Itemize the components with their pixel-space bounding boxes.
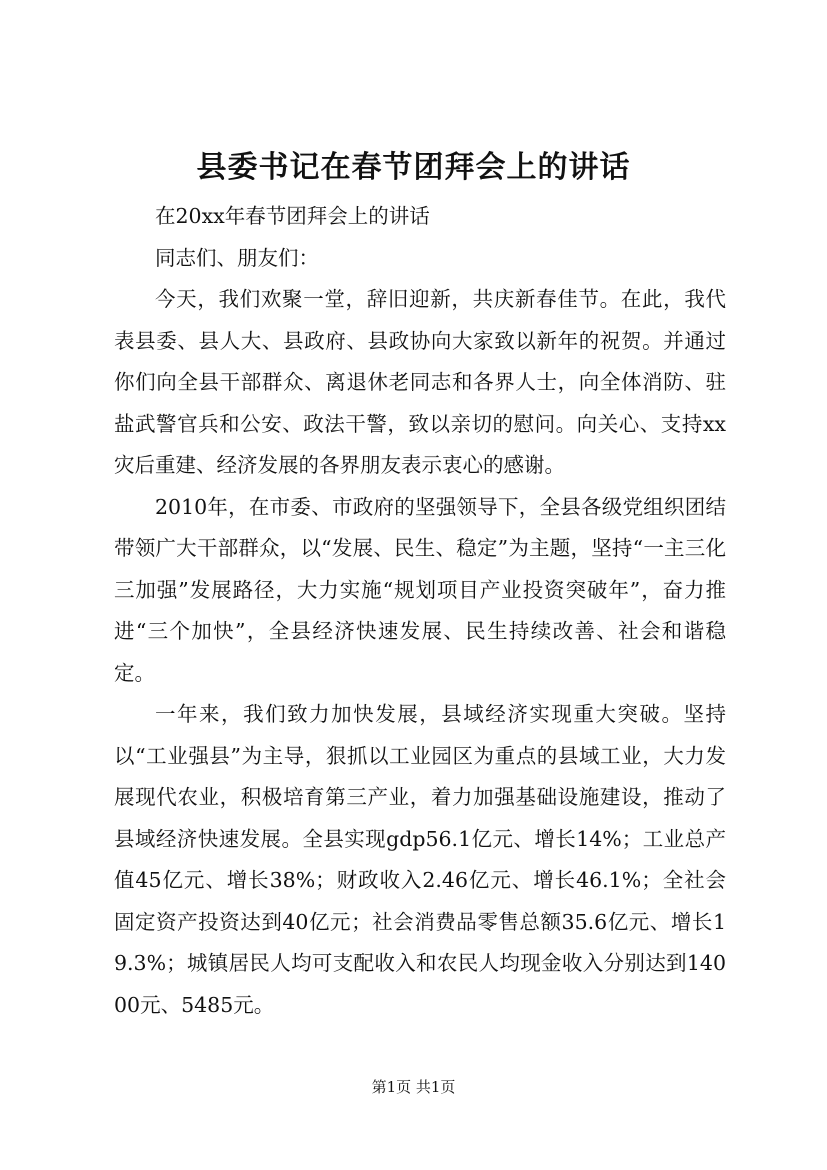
document-body	[114, 196, 726, 1026]
subtitle-paragraph: 在20xx年春节团拜会上的讲话	[155, 204, 430, 228]
body-paragraph: 2010年，在市委、市政府的坚强领导下，全县各级党组织团结带领广大干部群众，以“发展、民生、稳定”为主题，坚持“一主三化三加强”发展路径，大力实施“规划项目产业投资突破年”，奋力推进“三个加快”，全县经济快速发展、民生持续改善、社会和谐稳定。	[114, 494, 726, 685]
document-title: 县委书记在春节团拜会上的讲话	[196, 150, 631, 185]
body-paragraph: 今天，我们欢聚一堂，辞旧迎新，共庆新春佳节。在此，我代表县委、县人大、县政府、县政协向大家致以新年的祝贺。并通过你们向全县干部群众、离退休老同志和各界人士，向全体消防、驻盐武警官兵和公安、政法干警，致以亲切的慰问。向关心、支持xx灾后重建、经济发展的各界朋友表示衷心的感谢。	[114, 287, 726, 477]
salutation-paragraph: 同志们、朋友们：	[155, 245, 319, 270]
body-paragraph: 一年来，我们致力加快发展，县域经济实现重大突破。坚持以“工业强县”为主导，狠抓以工业园区为重点的县域工业，大力发展现代农业，积极培育第三产业，着力加强基础设施建设，推动了县域经济快速发展。全县实现gdp56.1亿元、增长14%；工业总产值45亿元、增长38%；财政收入2.46亿元、增长46.1%；全社会固定资产投资达到40亿元；社会消费品零售总额35.6亿元、增长19.3%；城镇居民人均可支配收入和农民人均现金收入分别达到14000元、5485元。	[114, 702, 726, 1017]
page-number-footer: 第1页 共1页	[371, 1078, 456, 1096]
